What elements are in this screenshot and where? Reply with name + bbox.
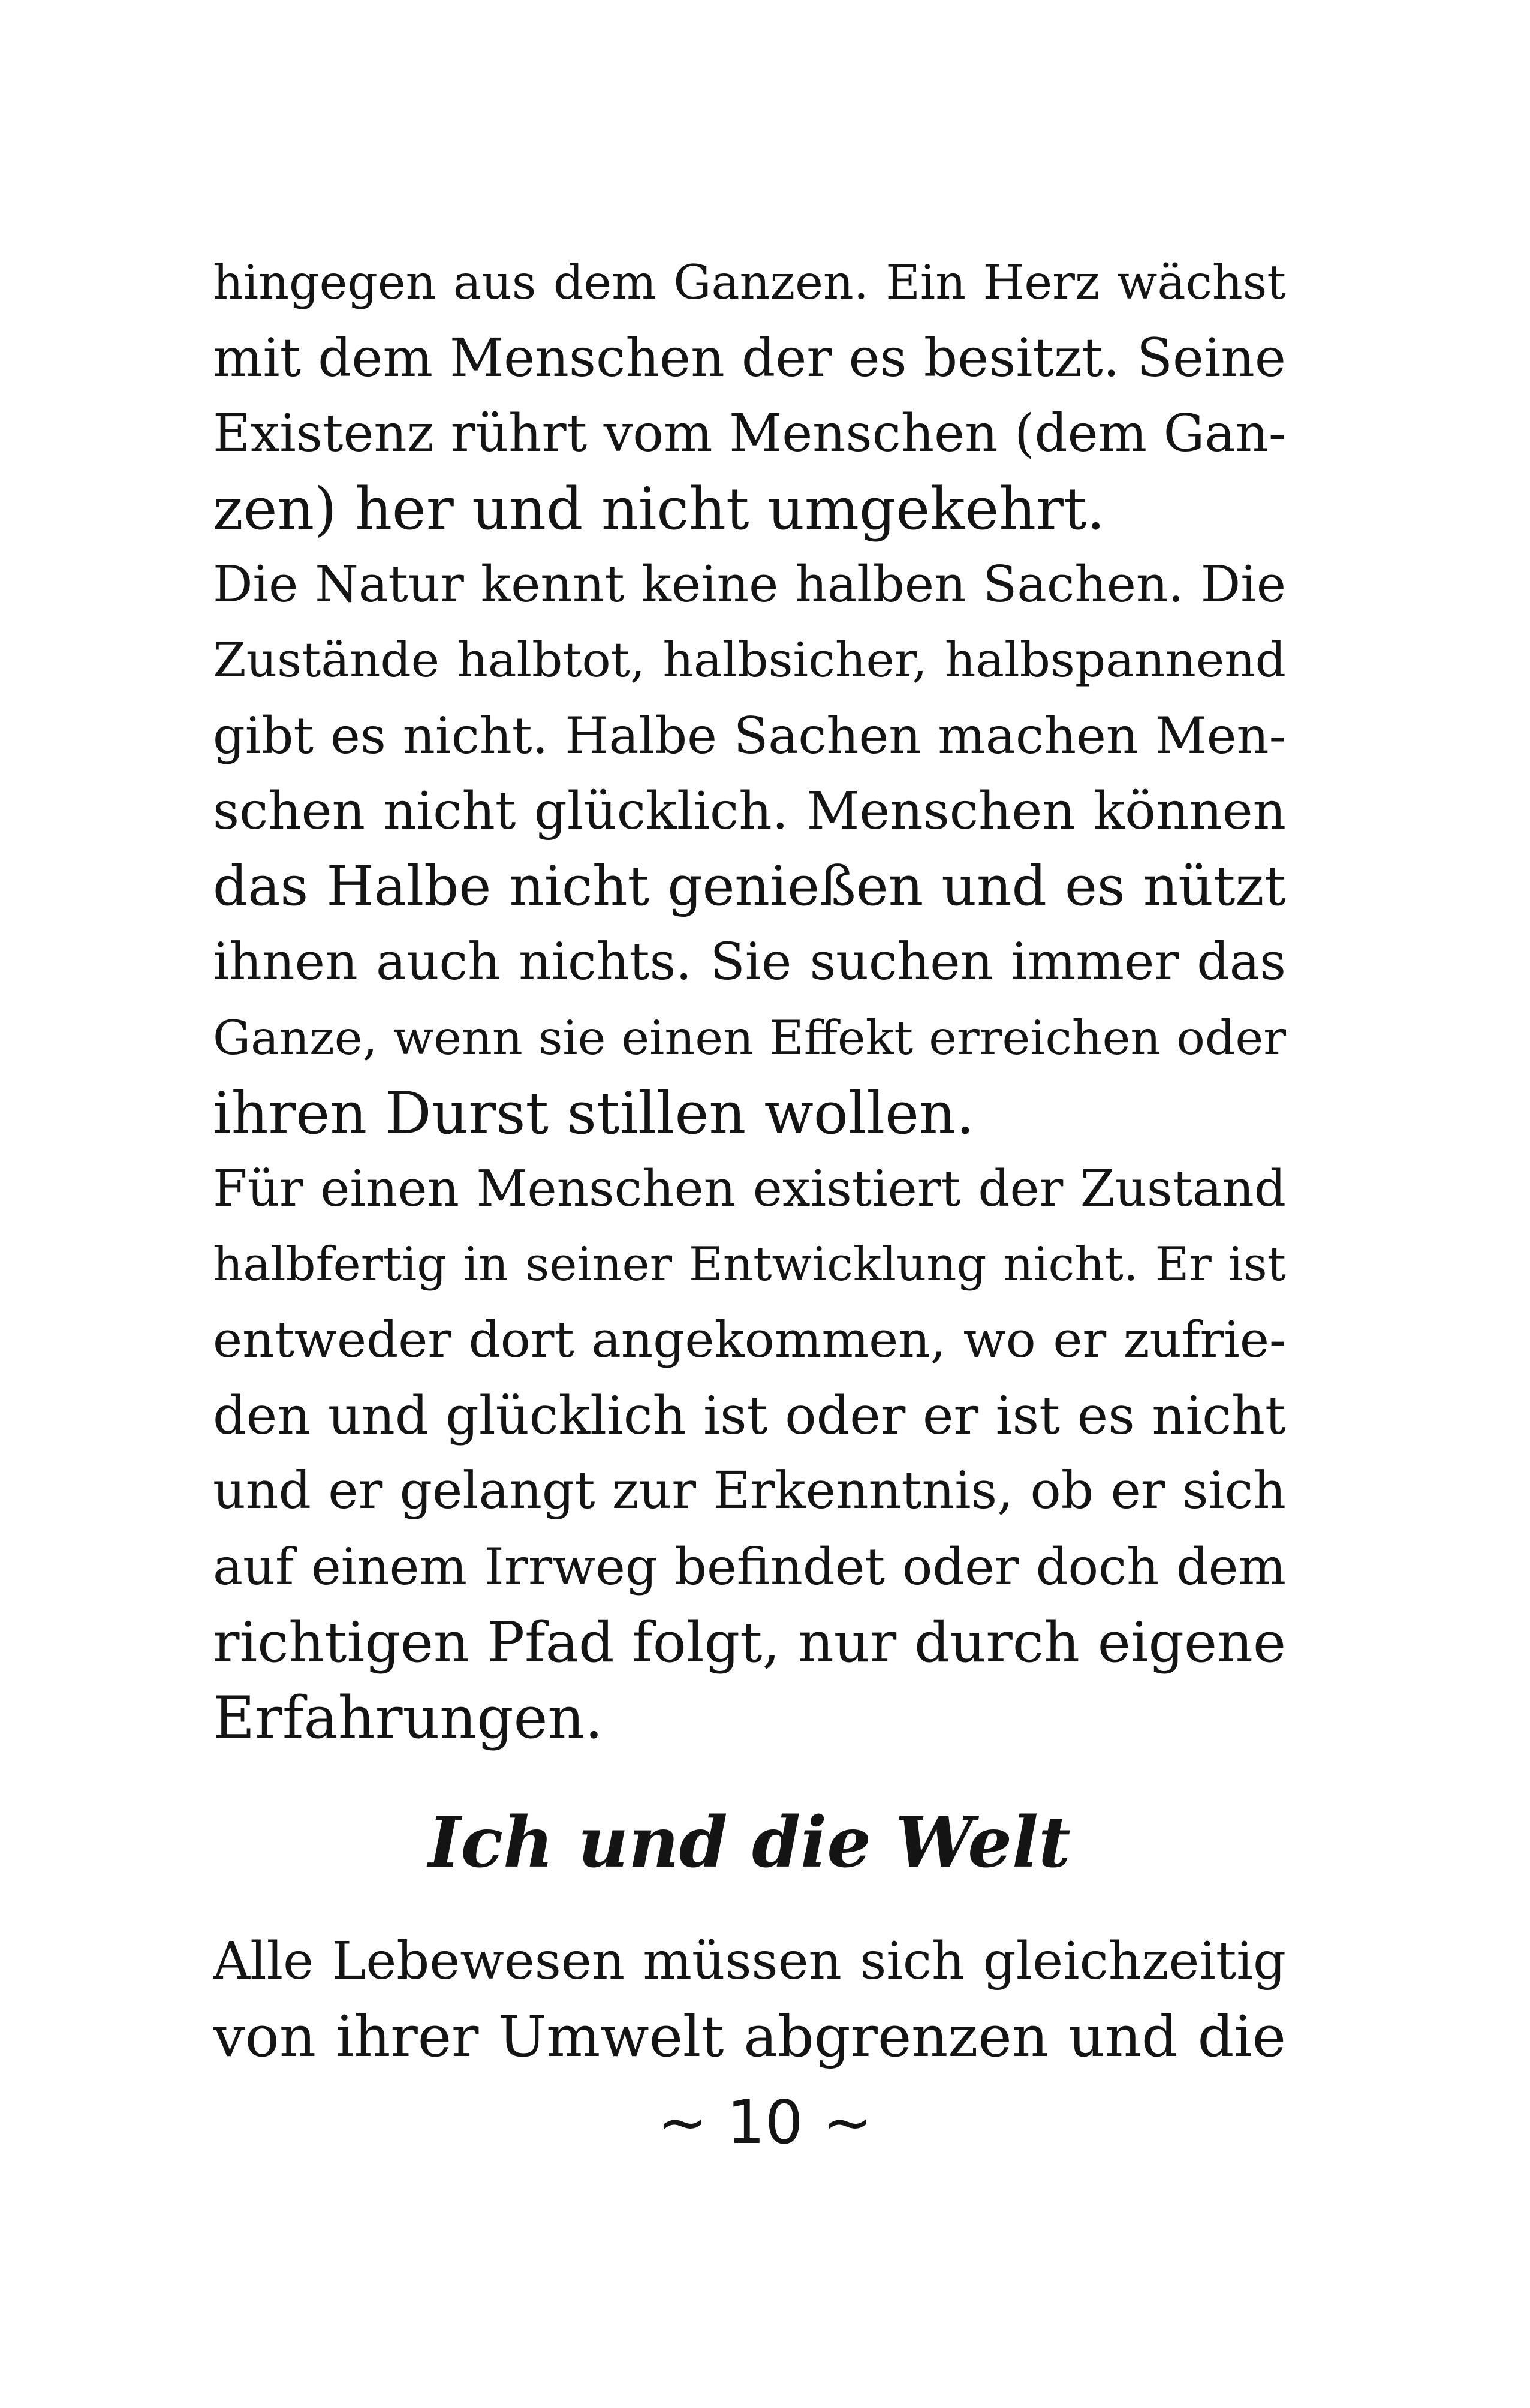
text-line: richtigen Pfad folgt, nur durch eigene [213,1610,1286,1675]
text-line: halbfertig in seiner Entwicklung nicht. Er ist [213,1238,1286,1292]
text-line: zen) her und nicht umgekehrt. [213,475,1105,543]
text-line: Ganze, wenn sie einen Effekt erreichen oder [213,1010,1286,1065]
body-text [213,245,1286,1756]
text-line: und er gelangt zur Erkenntnis, ob er sich [213,1461,1286,1521]
text-line: Erfahrungen. [213,1684,603,1751]
page-number: ~ 10 ~ [657,2087,873,2157]
text-line: ihren Durst stillen wollen. [213,1080,975,1147]
text-line: Zustände halbtot, halbsicher, halbspannend [213,632,1286,688]
text-line: mit dem Menschen der es besitzt. Seine [213,327,1286,389]
text-line: Die Natur kennt keine halben Sachen. Die [213,555,1286,613]
text-line: entweder dort angekommen, wo er zufrie- [213,1311,1286,1369]
text-line: das Halbe nicht genießen und es nützt [213,855,1286,918]
text-line: auf einem Irrweg befindet oder doch dem [213,1537,1286,1596]
text-line: hingegen aus dem Ganzen. Ein Herz wächst [213,255,1286,310]
text-line: den und glücklich ist oder er ist es nicht [213,1385,1286,1446]
text-line: von ihrer Umwelt abgrenzen und die [213,2004,1286,2070]
text-line: ihnen auch nichts. Sie suchen immer das [213,932,1286,992]
text-line: Alle Lebewesen müssen sich gleichzeitig [213,1931,1286,1991]
text-line: Für einen Menschen existiert der Zustand [213,1160,1286,1218]
section-text [213,1924,1286,2075]
section-heading: Ich und die Welt [428,1802,1071,1883]
text-line: schen nicht glücklich. Menschen können [213,781,1286,841]
text-line: Existenz rührt vom Menschen (dem Gan- [213,404,1286,463]
text-line: gibt es nicht. Halbe Sachen machen Men- [213,706,1286,765]
